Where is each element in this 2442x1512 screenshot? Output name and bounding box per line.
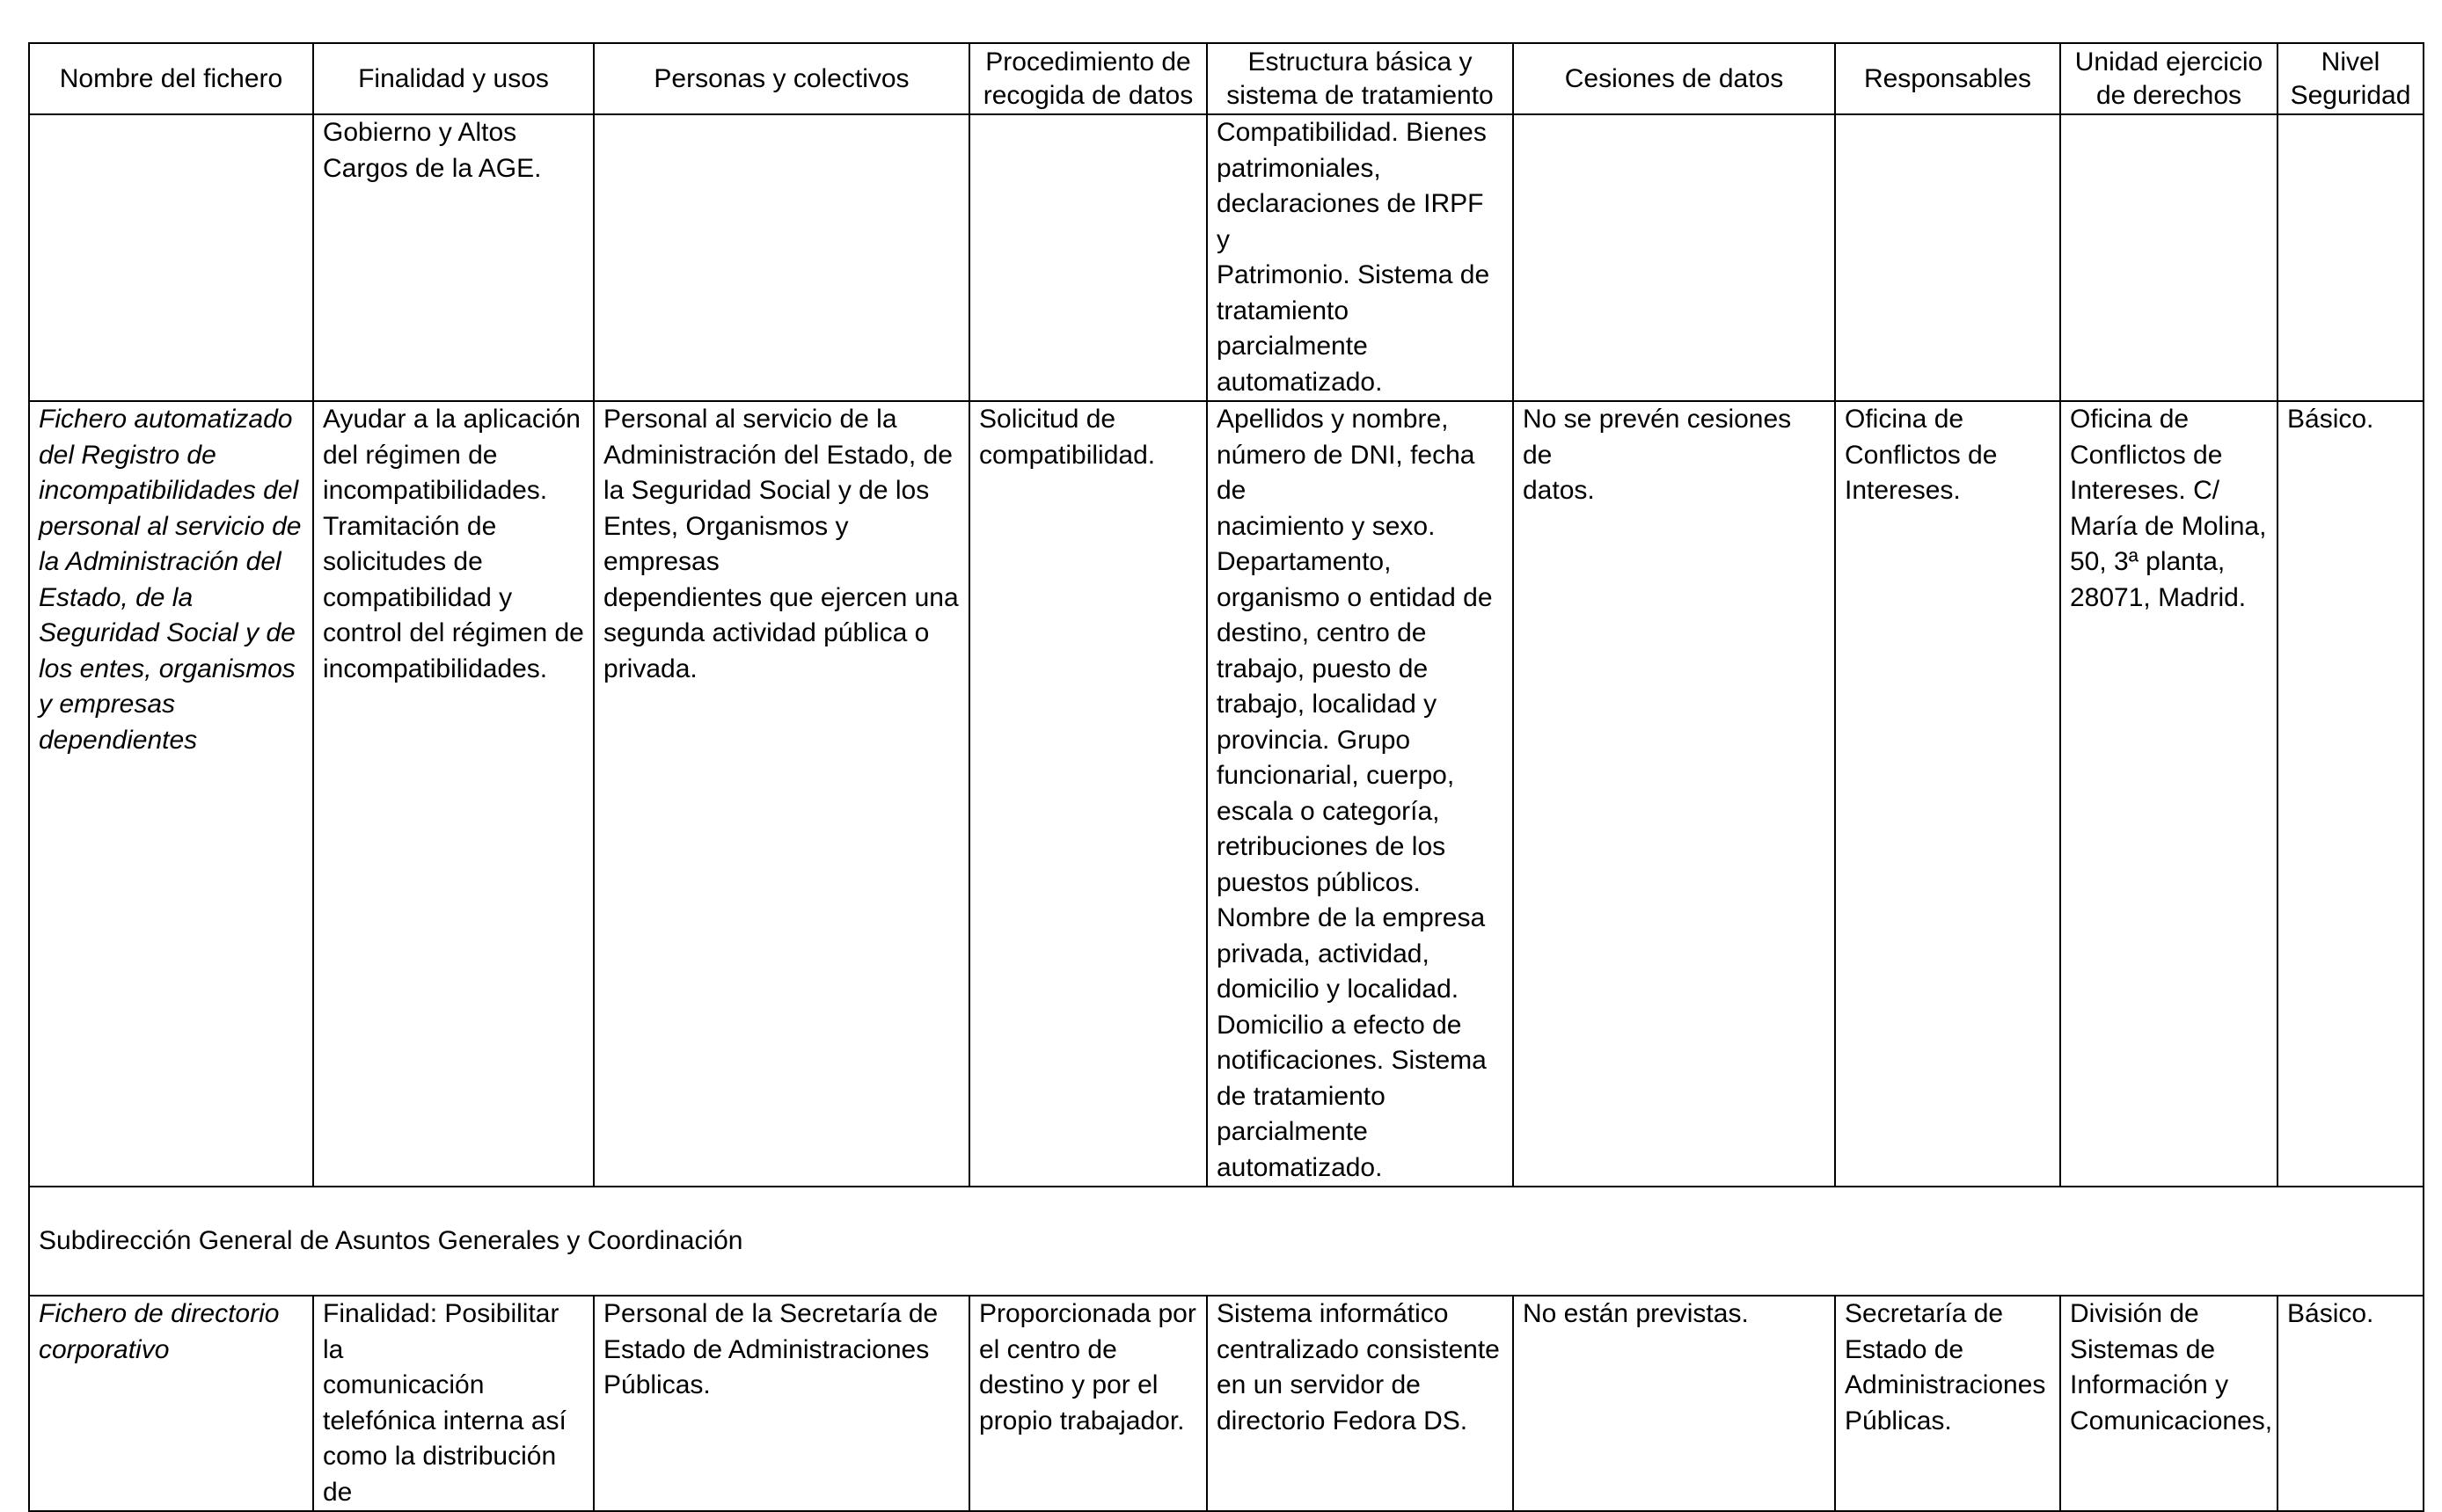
cell-procedimiento: Proporcionada por el centro de destino y por el propio trabajador. [969,1296,1207,1511]
cell-nivel: Básico. [2277,401,2424,1187]
table-row [29,114,2424,401]
table-row [29,1296,2424,1511]
cell-estructura: Compatibilidad. Bienes patrimoniales, declaraciones de IRPF y Patrimonio. Sistema de tratamiento parcialmente automatizado. [1207,114,1513,401]
cell-responsables: Secretaría de Estado de Administraciones Públicas. [1835,1296,2060,1511]
cell-cesiones: No están previstas. [1513,1296,1835,1511]
cell-unidad: División de Sistemas de Información y Comunicaciones, [2060,1296,2277,1511]
header-nivel: Nivel Seguridad [2277,43,2424,114]
cell-procedimiento [969,114,1207,401]
cell-nombre: Fichero automatizado del Registro de incompatibilidades del personal al servicio de la Administración del Estado, de la Seguridad Social y de los entes, organismos y empresas dependientes [29,401,313,1187]
cell-nombre [29,114,313,401]
table-header-row [29,43,2424,114]
cell-responsables: Oficina de Conflictos de Intereses. [1835,401,2060,1187]
cell-nivel: Básico. [2277,1296,2424,1511]
section-title: Subdirección General de Asuntos Generales y Coordinación [29,1187,2424,1296]
cell-personas [594,114,969,401]
header-unidad: Unidad ejercicio de derechos [2060,43,2277,114]
header-finalidad: Finalidad y usos [313,43,594,114]
cell-unidad: Oficina de Conflictos de Intereses. C/ María de Molina, 50, 3ª planta, 28071, Madrid. [2060,401,2277,1187]
header-cesiones: Cesiones de datos [1513,43,1835,114]
section-row [29,1187,2424,1296]
cell-finalidad: Finalidad: Posibilitar la comunicación telefónica interna así como la distribución de [313,1296,594,1511]
header-nombre: Nombre del fichero [29,43,313,114]
document-page [28,42,2424,1512]
cell-estructura: Sistema informático centralizado consistente en un servidor de directorio Fedora DS. [1207,1296,1513,1511]
cell-personas: Personal al servicio de la Administración del Estado, de la Seguridad Social y de los Entes, Organismos y empresas dependientes que ejercen una segunda actividad pública o privada. [594,401,969,1187]
cell-personas: Personal de la Secretaría de Estado de Administraciones Públicas. [594,1296,969,1511]
cell-nombre: Fichero de directorio corporativo [29,1296,313,1511]
header-personas: Personas y colectivos [594,43,969,114]
table-row [29,401,2424,1187]
header-estructura: Estructura básica y sistema de tratamiento [1207,43,1513,114]
header-procedimiento: Procedimiento de recogida de datos [969,43,1207,114]
cell-responsables [1835,114,2060,401]
cell-cesiones: No se prevén cesiones de datos. [1513,401,1835,1187]
cell-procedimiento: Solicitud de compatibilidad. [969,401,1207,1187]
cell-nivel [2277,114,2424,401]
cell-estructura: Apellidos y nombre, número de DNI, fecha de nacimiento y sexo. Departamento, organismo o entidad de destino, centro de trabajo, puesto de trabajo, localidad y provincia. Grupo funcionarial, cuerpo, escala o categoría, retribuciones de los puestos públicos. Nombre de la empresa privada, actividad, domicilio y localidad. Domicilio a efecto de notificaciones. Sistema de tratamiento parcialmente automatizado. [1207,401,1513,1187]
data-files-table [28,42,2424,1512]
header-responsables: Responsables [1835,43,2060,114]
cell-unidad [2060,114,2277,401]
cell-cesiones [1513,114,1835,401]
cell-finalidad: Gobierno y Altos Cargos de la AGE. [313,114,594,401]
cell-finalidad: Ayudar a la aplicación del régimen de incompatibilidades. Tramitación de solicitudes de compatibilidad y control del régimen de incompatibilidades. [313,401,594,1187]
